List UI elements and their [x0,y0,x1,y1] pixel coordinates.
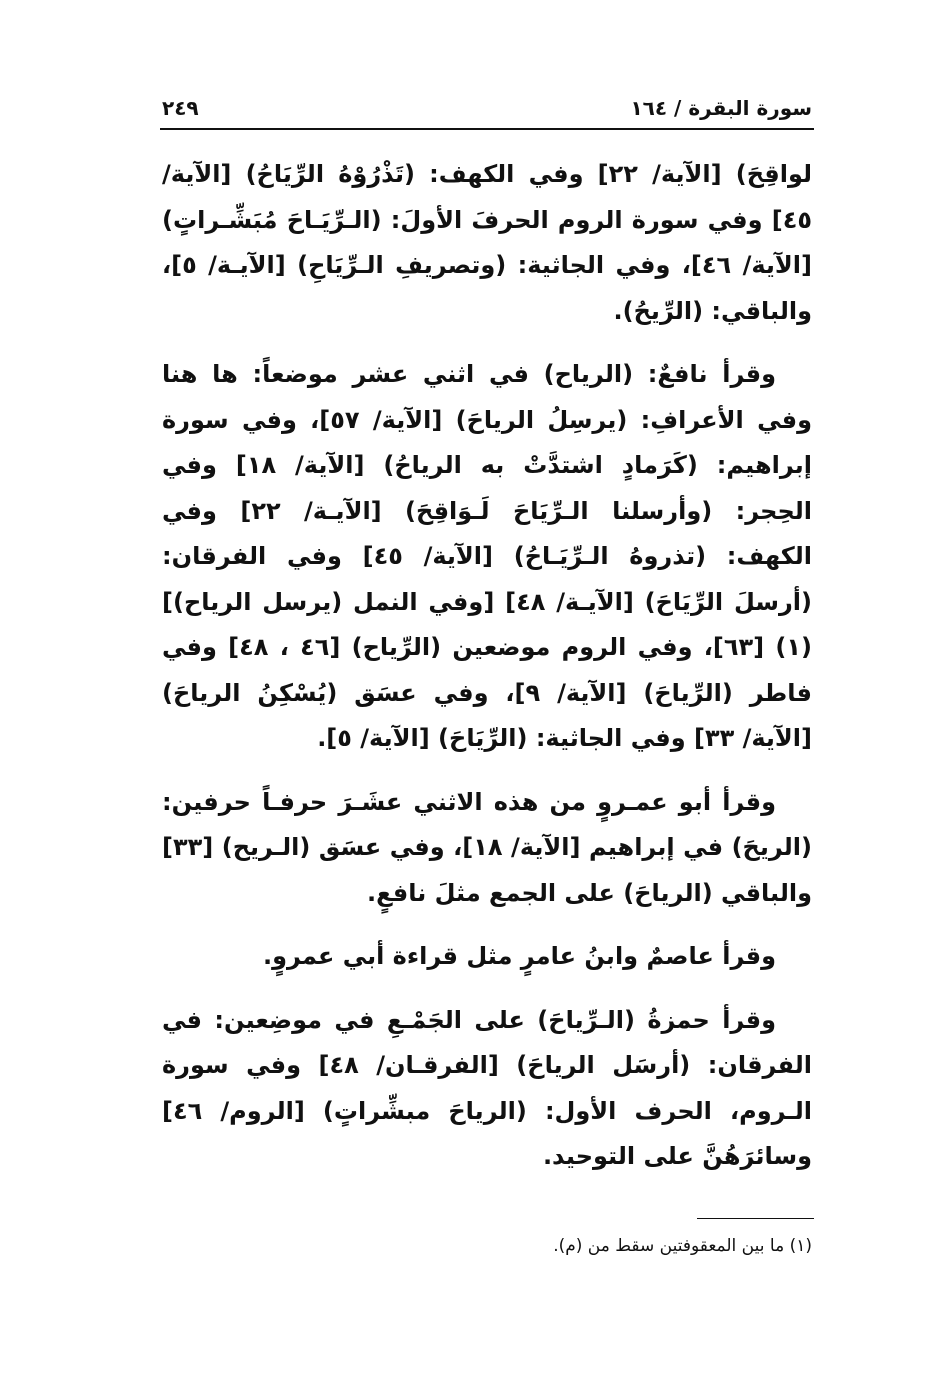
paragraph: لواقِحَ) [الآية/ ٢٢] وفي الكهف: (تَذْرُوْهُ الرِّيَاحُ) [الآية/ ٤٥] وفي سورة الروم الحرفَ الأولَ: (الـرِّيَـاحَ مُبَشِّـراتٍ) [الآية/ ٤٦]، وفي الجاثية: (وتصريفِ الـرِّيَاحِ) [الآيـة/ ٥]، والباقي: (الرِّيحُ). [162,160,812,325]
paragraph: وقرأ عاصمٌ وابنُ عامرٍ مثل قراءة أبي عمروٍ. [263,942,776,970]
running-title: سورة البقرة / ١٦٤ [630,96,812,120]
footnote-rule [697,1218,814,1219]
paragraph: وقرأ نافعٌ: (الرياح) في اثني عشر موضعاً: ها هنا وفي الأعرافِ: (يرسِلُ الرياحَ) [الآية/ ٥٧]، وفي سورة إبراهيم: (كَرَمادٍ اشتدَّتْ به الرياحُ) [الآية/ ١٨] وفي الحِجر: (وأرسلنا الـرِّيَاحَ لَـوَاقِحَ) [الآيـة/ ٢٢] وفي الكهف: (تذروهُ الـرِّيَـاحُ) [الآية/ ٤٥] وفي الفرقان: (أرسلَ الرِّيَاحَ) [الآيـة/ ٤٨] [وفي النمل (يرسل الرياح)](١) [٦٣]، وفي الروم موضعين (الرِّياح) [٤٦ ، ٤٨] وفي فاطر (الرِّياحَ) [الآية/ ٩]، وفي عسَق (يُسْكِنُ الرياحَ) [الآية/ ٣٣] وفي الجاثية: (الرِّيَاحَ) [الآية/ ٥]. [162,360,813,752]
main-text [162,152,812,1198]
paragraph: وقرأ حمزةُ (الـرِّياحَ) على الجَمْـعِ في موضِعين: في الفرقان: (أرسَل الرياحَ) [الفرقـان/ ٤٨] وفي سورة الـروم، الحرف الأول: (الرياحَ مبشِّراتٍ) [الروم/ ٤٦] وسائرَهُنَّ على التوحيد. [162,1005,812,1170]
paragraph: وقرأ أبو عمـروٍ من هذه الاثني عشَـرَ حرفـاً حرفين: (الريحَ) في إبراهيم [الآية/ ١٨]، وفي عسَق (الـريح) [٣٣] والباقي (الرياحَ) على الجمع مثلَ نافعٍ. [162,787,812,907]
page-number: ٢٤٩ [162,96,199,120]
page-header [162,92,812,132]
header-rule [160,128,814,130]
footnote: (١) ما بين المعقوفتين سقط من (م). [553,1236,812,1256]
